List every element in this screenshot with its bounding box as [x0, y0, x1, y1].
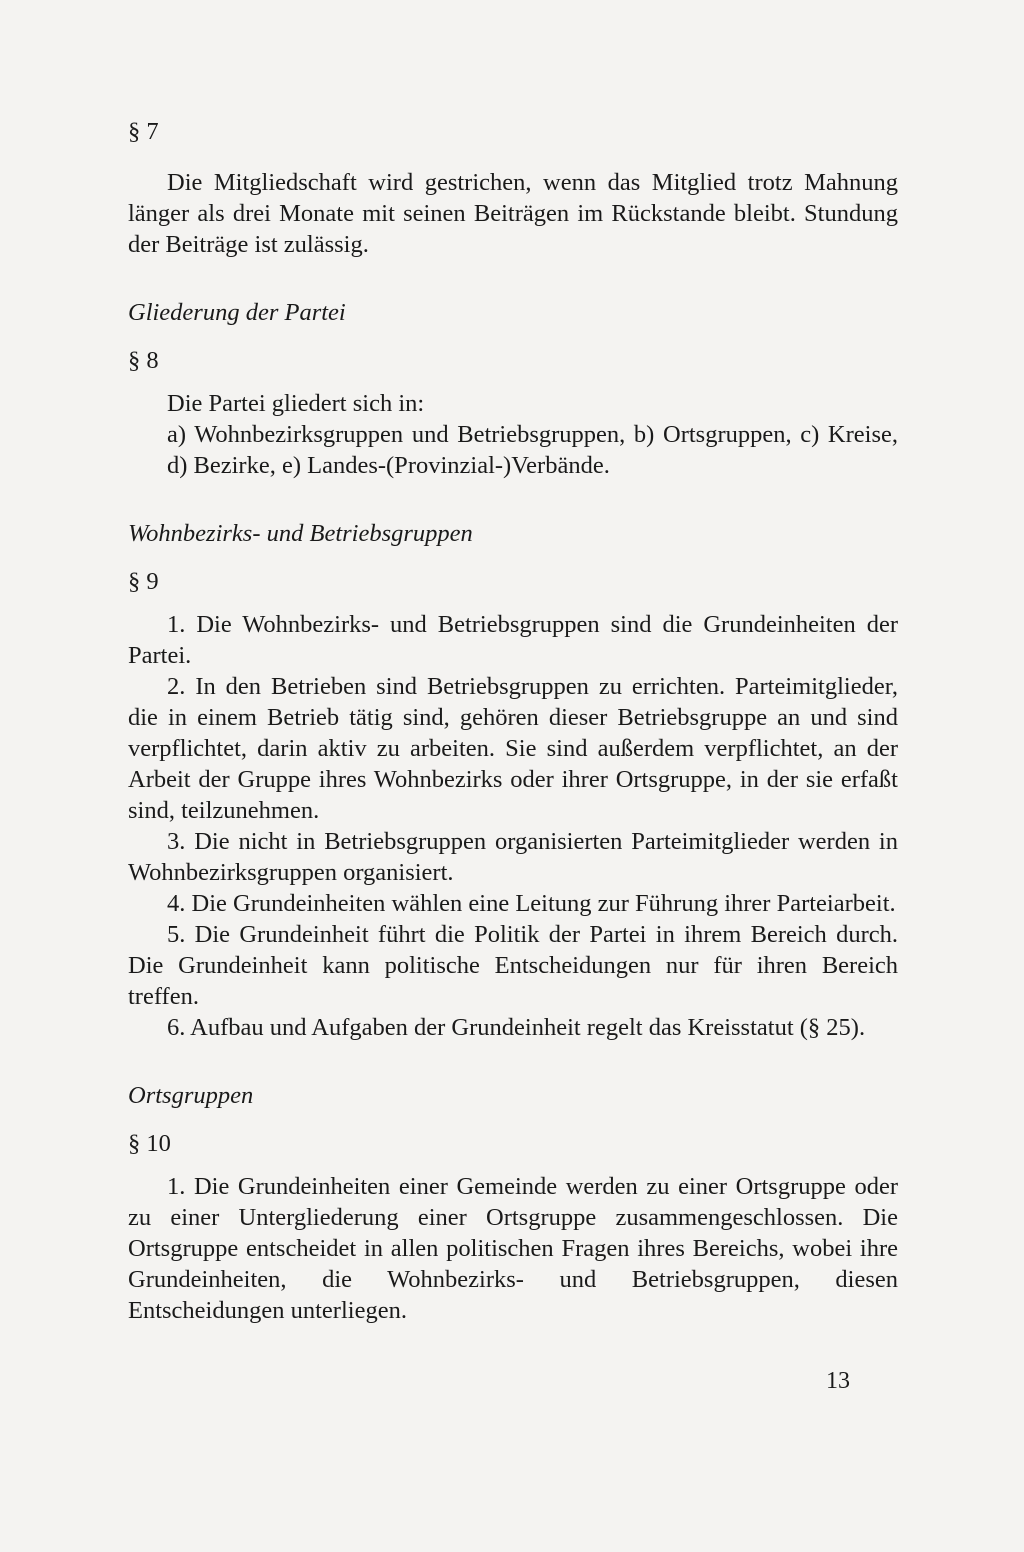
section-8-heading: Gliederung der Partei	[128, 299, 346, 326]
page-content	[128, 116, 898, 1326]
section-10-item-1: 1. Die Grundeinheiten einer Gemeinde werden zu einer Ortsgruppe oder zu einer Untergliederung einer Ortsgruppe zusammengeschlossen. Die Ortsgruppe entscheidet in allen politischen Fragen ihres Bereichs, wobei ihre Grundeinheiten, die Wohnbezirks- und Betriebsgruppen, diesen Entscheidungen unterliegen.	[128, 1173, 898, 1324]
page-number: 13	[826, 1368, 850, 1394]
section-9-item-5: 5. Die Grundeinheit führt die Politik der Partei in ihrem Bereich durch. Die Grundeinheit kann politische Entscheidungen nur für ihren Bereich treffen.	[128, 921, 898, 1010]
section-9-item-2: 2. In den Betrieben sind Betriebsgruppen zu errichten. Parteimitglieder, die in einem Betrieb tätig sind, gehören dieser Betriebsgruppe an und sind verpflichtet, darin aktiv zu arbeiten. Sie sind außerdem verpflichtet, an der Arbeit der Gruppe ihres Wohnbezirks oder ihrer Ortsgruppe, in der sie erfaßt sind, teilzunehmen.	[128, 673, 898, 824]
section-10	[128, 1080, 898, 1326]
section-10-heading: Ortsgruppen	[128, 1082, 254, 1109]
section-9-item-1: 1. Die Wohnbezirks- und Betriebsgruppen sind die Grundeinheiten der Partei.	[128, 611, 898, 669]
section-9-item-6: 6. Aufbau und Aufgaben der Grundeinheit regelt das Kreisstatut (§ 25).	[167, 1014, 866, 1041]
section-9-item-4: 4. Die Grundeinheiten wählen eine Leitung zur Führung ihrer Parteiarbeit.	[167, 890, 896, 917]
section-9-item-3: 3. Die nicht in Betriebsgruppen organisierten Parteimitglieder werden in Wohnbezirksgruppen organisiert.	[128, 828, 898, 886]
section-10-number: § 10	[128, 1130, 171, 1157]
section-8-number: § 8	[128, 347, 159, 374]
section-7	[128, 116, 898, 260]
section-9-number: § 9	[128, 568, 159, 595]
section-7-text: Die Mitgliedschaft wird gestrichen, wenn das Mitglied trotz Mahnung länger als drei Monate mit seinen Beiträgen im Rückstande bleibt. Stundung der Beiträge ist zulässig.	[128, 169, 898, 258]
section-8	[128, 297, 898, 481]
section-8-intro: Die Partei gliedert sich in:	[167, 390, 425, 417]
section-7-number: § 7	[128, 118, 159, 145]
section-9-heading: Wohnbezirks- und Betriebsgruppen	[128, 520, 473, 547]
section-9	[128, 518, 898, 1043]
section-8-text: a) Wohnbezirksgruppen und Betriebsgruppen, b) Ortsgruppen, c) Kreise, d) Bezirke, e) Landes-(Provinzial-)Verbände.	[167, 421, 898, 479]
